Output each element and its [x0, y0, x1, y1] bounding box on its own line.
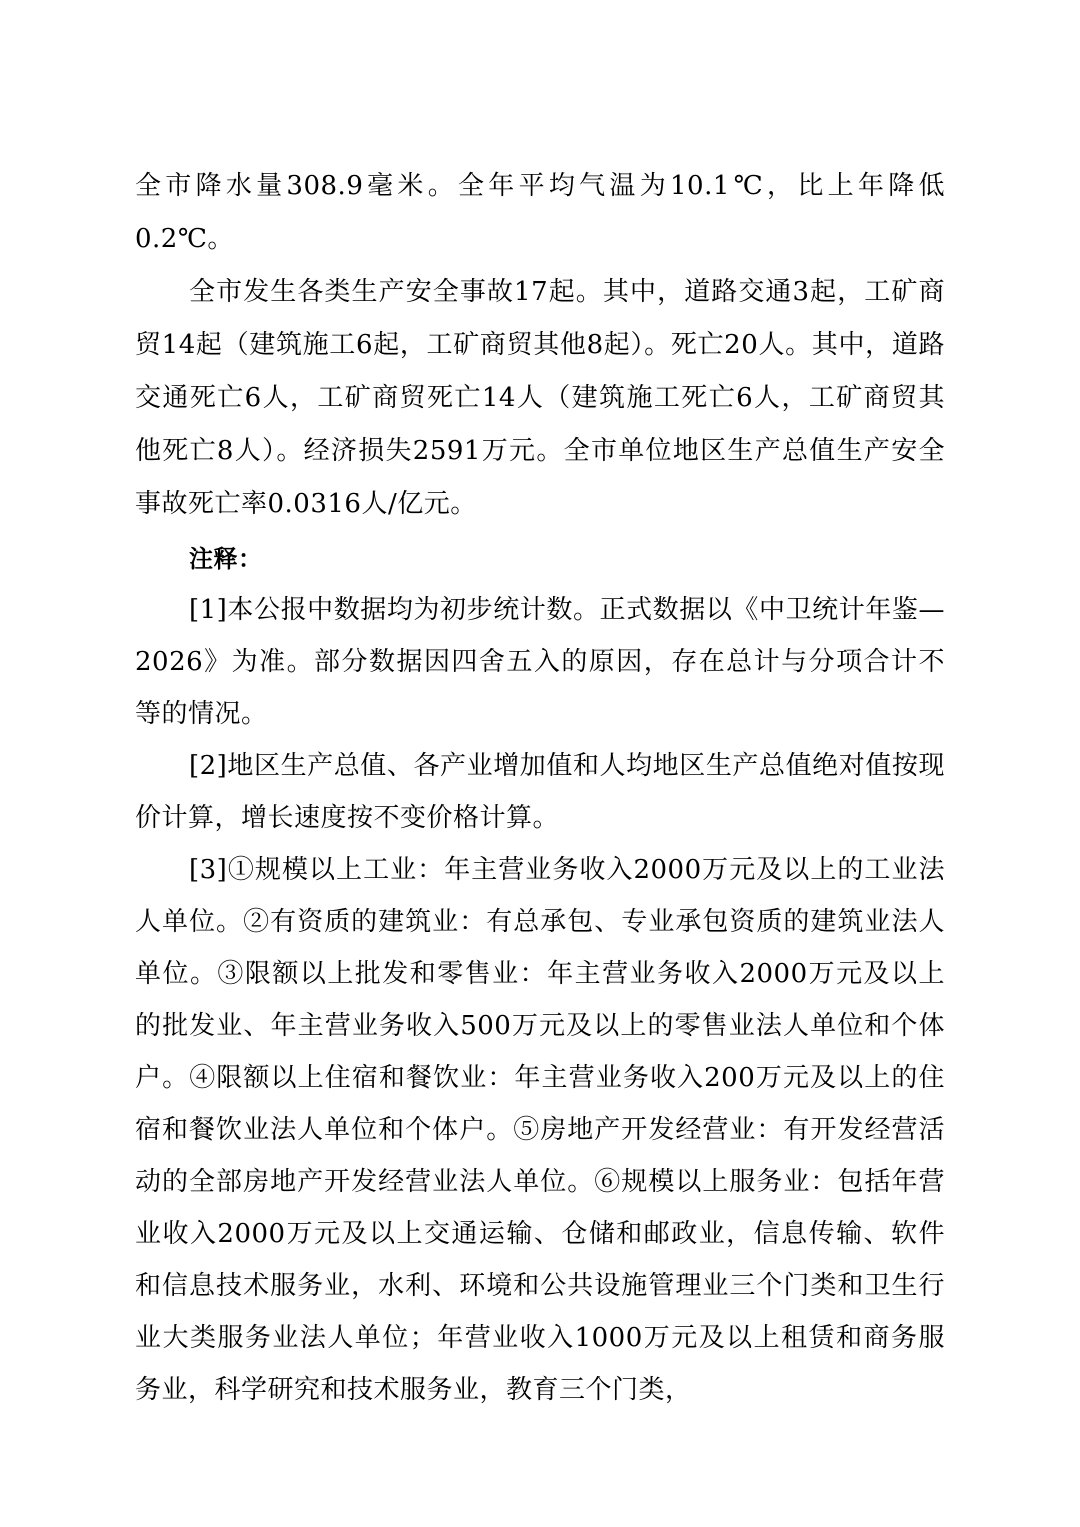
- notes-section: [135, 534, 945, 1416]
- note-item-1: [1]本公报中数据均为初步统计数。正式数据以《中卫统计年鉴—2026》为准。部分数据因四舍五入的原因，存在总计与分项合计不等的情况。: [135, 595, 945, 729]
- note-item-2: [2]地区生产总值、各产业增加值和人均地区生产总值绝对值按现价计算，增长速度按不变价格计算。: [135, 751, 945, 833]
- paragraph-safety-accidents: 全市发生各类生产安全事故17起。其中，道路交通3起，工矿商贸14起（建筑施工6起，工矿商贸其他8起）。死亡20人。其中，道路交通死亡6人，工矿商贸死亡14人（建筑施工死亡6人，工矿商贸其他死亡8人）。经济损失2591万元。全市单位地区生产总值生产安全事故死亡率0.0316人/亿元。: [135, 277, 945, 519]
- note-item-3: [3]①规模以上工业：年主营业务收入2000万元及以上的工业法人单位。②有资质的建筑业：有总承包、专业承包资质的建筑业法人单位。③限额以上批发和零售业：年主营业务收入2000万元及以上的批发业、年主营业务收入500万元及以上的零售业法人单位和个体户。④限额以上住宿和餐饮业：年主营业务收入200万元及以上的住宿和餐饮业法人单位和个体户。⑤房地产开发经营业：有开发经营活动的全部房地产开发经营业法人单位。⑥规模以上服务业：包括年营业收入2000万元及以上交通运输、仓储和邮政业，信息传输、软件和信息技术服务业，水利、环境和公共设施管理业三个门类和卫生行业大类服务业法人单位；年营业收入1000万元及以上租赁和商务服务业，科学研究和技术服务业，教育三个门类，: [135, 855, 945, 1405]
- paragraph-weather: 全市降水量308.9毫米。全年平均气温为10.1℃，比上年降低0.2℃。: [135, 171, 945, 254]
- notes-title: 注释：: [189, 544, 263, 573]
- main-text-section: [135, 160, 945, 531]
